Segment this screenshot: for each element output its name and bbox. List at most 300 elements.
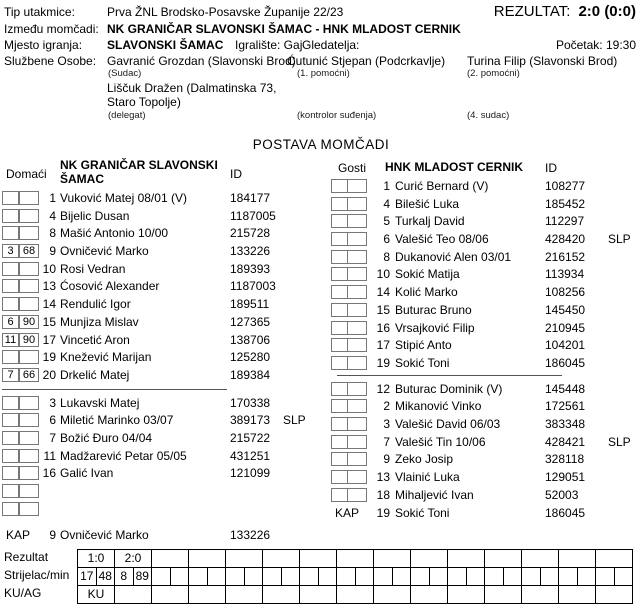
- player-row: [2, 366, 324, 384]
- ku-ag-cell: [448, 586, 485, 604]
- shirt-number: 4: [383, 196, 390, 211]
- home-roster-divider: [2, 389, 227, 390]
- venue-label: Mjesto igranja:: [4, 38, 83, 52]
- player-name: Ovničević Marko: [60, 528, 149, 543]
- player-name: Miletić Marinko 03/07: [60, 413, 174, 428]
- officials-label: Službene Osobe:: [4, 54, 97, 68]
- sub-in-number-box: [331, 179, 348, 193]
- scorer-minute-cell: [226, 568, 245, 586]
- player-row: [2, 224, 324, 242]
- player-name: Ovničević Marko: [60, 244, 149, 259]
- scorer-minute-cell: [263, 568, 282, 586]
- player-id: 185452: [545, 196, 586, 211]
- captain-label: KAP: [6, 528, 31, 543]
- away-id-column-label: ID: [545, 161, 557, 175]
- fourth-official-role: (4. sudac): [467, 110, 510, 121]
- result-value: 2:0 (0:0): [578, 3, 636, 20]
- slp-flag: SLP: [608, 232, 631, 247]
- shirt-number: 6: [383, 232, 390, 247]
- result-cell: [337, 550, 374, 568]
- result-cell: [411, 550, 448, 568]
- player-name: Valešić David 06/03: [395, 416, 501, 431]
- player-row: [331, 195, 642, 213]
- kickoff-time: Početak: 19:30: [555, 38, 636, 52]
- sub-in-number-box: [2, 396, 19, 410]
- home-team-name: NK GRANIČAR SLAVONSKI ŠAMAC: [60, 158, 218, 186]
- sub-in-number-box: [331, 417, 348, 431]
- scorer-minute-cell: 8: [115, 568, 134, 586]
- player-row: [2, 394, 324, 412]
- player-row: [2, 295, 324, 313]
- player-name: Mihaljević Ivan: [395, 487, 474, 502]
- player-id: 104201: [545, 338, 586, 353]
- player-row: [331, 283, 642, 301]
- shirt-number: 20: [42, 367, 56, 382]
- lineups-section-title: POSTAVA MOMČADI: [252, 137, 390, 152]
- shirt-number: 13: [376, 470, 390, 484]
- player-name: Madžarević Petar 05/05: [60, 448, 187, 463]
- scorer-minute-cell: [337, 568, 356, 586]
- shirt-number: 8: [49, 226, 56, 241]
- sub-in-number-box: [331, 382, 348, 396]
- shirt-number: 14: [42, 297, 56, 312]
- home-starters-list: [2, 189, 324, 384]
- result-cell: [522, 550, 559, 568]
- sub-minute-box: [347, 399, 367, 413]
- player-name: Bijelic Dusan: [60, 208, 130, 223]
- player-id: 186045: [545, 506, 586, 521]
- sub-in-number-box: 3: [2, 244, 19, 258]
- player-name: Božić Đuro 04/04: [60, 430, 153, 445]
- shirt-number: 10: [42, 261, 56, 276]
- player-id: 428421: [545, 434, 586, 449]
- ku-ag-cell: [596, 586, 633, 604]
- player-id: 125280: [230, 350, 271, 365]
- sub-minute-box: [347, 435, 367, 449]
- result-block: [494, 3, 636, 21]
- referee-role: (Sudac): [108, 68, 142, 79]
- shirt-number: 19: [42, 350, 56, 365]
- player-row: [331, 380, 642, 398]
- sub-minute-box: [19, 484, 39, 498]
- ku-ag-cell: [374, 586, 411, 604]
- referee-name: Gavranić Grozdan (Slavonski Brod): [107, 54, 296, 68]
- captain-row: [2, 526, 324, 544]
- shirt-number: 9: [49, 244, 56, 259]
- scorer-row: [78, 568, 633, 586]
- scorer-minute-cell: [485, 568, 504, 586]
- shirt-number: 1: [49, 191, 56, 205]
- ku-ag-cell: [485, 586, 522, 604]
- result-cell: [485, 550, 522, 568]
- player-id: 189384: [230, 367, 271, 382]
- sub-in-number-box: [331, 399, 348, 413]
- scorer-minute-cell: [300, 568, 319, 586]
- player-name: Buturac Dominik (V): [395, 381, 503, 396]
- scorer-minute-cell: [429, 568, 448, 586]
- player-id: 210945: [545, 320, 586, 335]
- shirt-number: 15: [42, 314, 56, 329]
- player-name: Bilešić Luka: [395, 196, 460, 211]
- player-id: 383348: [545, 416, 586, 431]
- scorer-minute-cell: [559, 568, 578, 586]
- player-id: 1187005: [230, 208, 276, 223]
- home-id-column-label: ID: [230, 167, 242, 181]
- scorer-minute-cell: [411, 568, 430, 586]
- shirt-number: 9: [383, 452, 390, 467]
- player-id: 113934: [545, 267, 585, 282]
- ku-ag-row-label: KU/AG: [4, 586, 42, 600]
- player-name: Mašić Antonio 10/00: [60, 226, 169, 241]
- away-subs-list: [331, 380, 642, 504]
- player-name: Valešić Tin 10/06: [395, 434, 486, 449]
- player-id: 328118: [545, 452, 585, 467]
- ku-ag-cell: [411, 586, 448, 604]
- sub-minute-box: [347, 250, 367, 264]
- ku-ag-row: [78, 586, 633, 604]
- player-id: 121099: [230, 466, 271, 481]
- sub-in-number-box: [2, 466, 19, 480]
- shirt-number: 4: [49, 208, 56, 223]
- sub-in-number-box: [2, 297, 19, 311]
- sub-minute-box: [19, 502, 39, 516]
- shirt-number: 17: [376, 338, 390, 353]
- teams-label: Između momčadi:: [4, 22, 99, 36]
- sub-in-number-box: [331, 285, 348, 299]
- player-name: Ćosović Alexander: [60, 279, 160, 294]
- player-row: [2, 447, 324, 465]
- scorer-minute-cell: [244, 568, 263, 586]
- sub-in-number-box: [2, 484, 19, 498]
- ku-ag-cell: [263, 586, 300, 604]
- sub-minute-box: [347, 267, 367, 281]
- sub-in-number-box: [2, 226, 19, 240]
- scorer-minute-cell: [318, 568, 337, 586]
- player-row: [331, 397, 642, 415]
- player-row: [2, 482, 324, 500]
- player-id: 112297: [545, 214, 585, 229]
- sub-in-number-box: [2, 350, 19, 364]
- away-captain-row: [331, 504, 642, 522]
- slp-flag: SLP: [608, 434, 631, 449]
- sub-in-number-box: [2, 209, 19, 223]
- result-cell: [374, 550, 411, 568]
- player-name: Vrsajković Filip: [395, 320, 475, 335]
- scorer-minute-cell: [281, 568, 300, 586]
- player-name: Zeko Josip: [395, 452, 454, 467]
- sub-in-number-box: 11: [2, 333, 19, 347]
- player-row: [331, 265, 642, 283]
- player-row: [331, 230, 642, 248]
- player-row: [331, 301, 642, 319]
- sub-minute-box: [347, 321, 367, 335]
- scorer-minute-cell: [170, 568, 189, 586]
- player-id: 108256: [545, 285, 586, 300]
- sub-in-number-box: [331, 197, 348, 211]
- player-name: Vincetić Aron: [60, 332, 130, 347]
- sub-minute-box: 66: [19, 368, 39, 382]
- player-row: [331, 415, 642, 433]
- sub-in-number-box: [2, 279, 19, 293]
- player-name: Lukavski Matej: [60, 395, 140, 410]
- scorer-minute-cell: [392, 568, 411, 586]
- player-name: Kolić Marko: [395, 285, 458, 300]
- result-cell: [448, 550, 485, 568]
- scorer-minute-cell: [189, 568, 208, 586]
- teams-value: NK GRANIČAR SLAVONSKI ŠAMAC - HNK MLADOST CERNIK: [107, 22, 461, 36]
- away-side-label: Gosti: [338, 161, 367, 175]
- scorer-minute-cell: [540, 568, 559, 586]
- sub-minute-box: [347, 232, 367, 246]
- result-cell: [226, 550, 263, 568]
- assistant1-name: Ćutunić Stjepan (Podcrkavlje): [287, 54, 446, 68]
- sub-in-number-box: [331, 303, 348, 317]
- shirt-number: 16: [376, 320, 390, 335]
- player-row: [331, 177, 642, 195]
- shirt-number: 12: [376, 381, 390, 396]
- shirt-number: 18: [376, 487, 390, 502]
- player-name: Mikanović Vinko: [395, 399, 482, 414]
- shirt-number: 7: [383, 434, 390, 449]
- sub-in-number-box: [331, 435, 348, 449]
- shirt-number: 5: [383, 214, 390, 229]
- player-row: [2, 207, 324, 225]
- sub-minute-box: [347, 179, 367, 193]
- sub-in-number-box: [331, 232, 348, 246]
- player-row: [331, 450, 642, 468]
- sub-in-number-box: 7: [2, 368, 19, 382]
- sub-in-number-box: [2, 502, 19, 516]
- away-roster-divider: [337, 375, 562, 376]
- spectators-label: Gledatelja:: [302, 38, 360, 52]
- ku-ag-cell: [152, 586, 189, 604]
- scorer-minute-cell: [503, 568, 522, 586]
- sub-minute-box: [347, 470, 367, 484]
- scorer-minute-cell: [448, 568, 467, 586]
- player-id: 184177: [230, 191, 271, 205]
- player-row: [331, 248, 642, 266]
- away-team-roster: [331, 158, 642, 522]
- scorer-minute-cell: [207, 568, 226, 586]
- player-row: [2, 429, 324, 447]
- sub-minute-box: [347, 452, 367, 466]
- shirt-number: 13: [42, 279, 56, 294]
- player-name: Vuković Matej 08/01 (V): [60, 191, 187, 205]
- sub-minute-box: [347, 303, 367, 317]
- player-id: 145450: [545, 302, 586, 317]
- ku-ag-cell: [522, 586, 559, 604]
- shirt-number: 15: [376, 302, 390, 317]
- sub-in-number-box: [2, 449, 19, 463]
- shirt-number: 8: [383, 249, 390, 264]
- home-side-label: Domaći: [6, 167, 47, 181]
- shirt-number: 10: [376, 267, 390, 282]
- sub-in-number-box: [2, 262, 19, 276]
- away-team-name: HNK MLADOST CERNIK: [385, 160, 523, 174]
- captain-label: KAP: [335, 506, 360, 521]
- scorer-minute-cell: [577, 568, 596, 586]
- player-name: Dukanović Alen 03/01: [395, 249, 512, 264]
- player-name: Curić Bernard (V): [395, 179, 489, 193]
- home-team-roster: [2, 158, 324, 544]
- sub-minute-box: 68: [19, 244, 39, 258]
- player-id: 428420: [545, 232, 586, 247]
- match-observer-role: (kontrolor suđenja): [297, 110, 377, 121]
- player-name: Sokić Matija: [395, 267, 460, 282]
- sub-in-number-box: [331, 356, 348, 370]
- result-row-label: Rezultat: [4, 550, 49, 564]
- shirt-number: 16: [42, 466, 56, 481]
- player-id: 170338: [230, 395, 271, 410]
- shirt-number: 2: [383, 399, 390, 414]
- scorer-minute-cell: 48: [96, 568, 115, 586]
- player-id: 215728: [230, 226, 271, 241]
- match-type-label: Tip utakmice:: [4, 5, 75, 19]
- player-id: 189511: [230, 297, 270, 312]
- home-subs-list: [2, 394, 324, 518]
- ku-ag-cell: [559, 586, 596, 604]
- sub-in-number-box: [331, 321, 348, 335]
- result-cell: [596, 550, 633, 568]
- ku-ag-cell: [226, 586, 263, 604]
- result-cell: [300, 550, 337, 568]
- player-name: Knežević Marijan: [60, 350, 152, 365]
- ku-ag-cell: [300, 586, 337, 604]
- away-starters-list: [331, 177, 642, 372]
- scorer-minute-cell: 89: [133, 568, 152, 586]
- scorer-minute-cell: [596, 568, 615, 586]
- slp-flag: SLP: [283, 413, 306, 428]
- scorer-minute-cell: [466, 568, 485, 586]
- ku-ag-cell: [115, 586, 152, 604]
- player-name: Turkalj David: [395, 214, 465, 229]
- player-row: [331, 212, 642, 230]
- scorer-minute-cell: [522, 568, 541, 586]
- sub-minute-box: 90: [19, 315, 39, 329]
- player-row: [2, 411, 324, 429]
- shirt-number: 19: [376, 506, 390, 521]
- home-roster-header: [2, 158, 324, 189]
- player-name: Sokić Toni: [395, 506, 450, 521]
- sub-in-number-box: [2, 191, 19, 205]
- sub-minute-box: [347, 488, 367, 502]
- venue-value: SLAVONSKI ŠAMAC: [107, 38, 224, 52]
- delegate-role: (delegat): [108, 110, 146, 121]
- player-name: Galić Ivan: [60, 466, 114, 481]
- sub-in-number-box: [331, 338, 348, 352]
- player-row: [2, 260, 324, 278]
- player-row: [2, 189, 324, 207]
- sub-in-number-box: [331, 250, 348, 264]
- sub-in-number-box: [331, 214, 348, 228]
- sub-minute-box: [347, 338, 367, 352]
- player-id: 172561: [545, 399, 586, 414]
- player-row: [331, 468, 642, 486]
- sub-minute-box: [347, 197, 367, 211]
- result-cell: [152, 550, 189, 568]
- player-id: 216152: [545, 249, 586, 264]
- result-cell: 1:0: [78, 550, 115, 568]
- ku-ag-cell: [189, 586, 226, 604]
- sub-minute-box: 90: [19, 333, 39, 347]
- captain-row: [331, 504, 642, 522]
- shirt-number: 11: [43, 448, 56, 463]
- scorer-minute-cell: [614, 568, 633, 586]
- player-row: [331, 336, 642, 354]
- player-id: 186045: [545, 355, 586, 370]
- shirt-number: 7: [49, 430, 56, 445]
- result-cell: 2:0: [115, 550, 152, 568]
- player-id: 52003: [545, 487, 579, 502]
- player-id: 215722: [230, 430, 271, 445]
- player-id: 127365: [230, 314, 271, 329]
- shirt-number: 17: [42, 332, 56, 347]
- delegate-name-line2: Staro Topolje): [107, 95, 181, 109]
- sub-in-number-box: [331, 488, 348, 502]
- player-row: [2, 464, 324, 482]
- player-row: [2, 500, 324, 518]
- shirt-number: 19: [376, 355, 390, 370]
- sub-in-number-box: [2, 413, 19, 427]
- result-cell: [559, 550, 596, 568]
- shirt-number: 3: [383, 416, 390, 431]
- scorer-minute-cell: [374, 568, 393, 586]
- player-row: [331, 433, 642, 451]
- player-row: [331, 319, 642, 337]
- shirt-number: 14: [376, 285, 390, 300]
- ku-ag-cell: KU: [78, 586, 115, 604]
- assistant2-name: Turina Filip (Slavonski Brod): [467, 54, 618, 68]
- player-id: 145448: [545, 381, 586, 396]
- scorer-minute-cell: [152, 568, 171, 586]
- match-type-value: Prva ŽNL Brodsko-Posavske Županije 22/23: [107, 5, 344, 19]
- result-label: REZULTAT:: [493, 3, 571, 20]
- sub-minute-box: [347, 417, 367, 431]
- shirt-number: 1: [383, 179, 390, 193]
- scorer-row-label: Strijelac/min: [4, 568, 70, 582]
- player-row: [331, 354, 642, 372]
- player-row: [2, 242, 324, 260]
- player-id: 129051: [545, 470, 586, 484]
- assistant2-role: (2. pomoćni): [467, 68, 520, 79]
- sub-in-number-box: [331, 267, 348, 281]
- sub-in-number-box: [2, 431, 19, 445]
- player-row: [2, 313, 324, 331]
- sub-minute-box: [347, 356, 367, 370]
- away-roster-header: [331, 158, 642, 177]
- scorer-minute-cell: [355, 568, 374, 586]
- player-row: [2, 348, 324, 366]
- sub-in-number-box: 6: [2, 315, 19, 329]
- home-captain-row: [2, 526, 324, 544]
- player-row: [2, 277, 324, 295]
- player-name: Vlainić Luka: [395, 470, 460, 484]
- player-name: Munjiza Mislav: [60, 314, 139, 329]
- pitch-value: Igralište: Gaj: [235, 38, 303, 52]
- player-row: [2, 331, 324, 349]
- shirt-number: 3: [49, 395, 56, 410]
- player-name: Stipić Anto: [395, 338, 452, 353]
- sub-minute-box: [347, 382, 367, 396]
- player-id: 189393: [230, 261, 271, 276]
- player-name: Drkelić Matej: [60, 367, 130, 382]
- player-id: 431251: [230, 448, 271, 463]
- player-row: [331, 486, 642, 504]
- player-name: Rosi Vedran: [60, 261, 126, 276]
- player-id: 133226: [230, 244, 271, 259]
- result-row: [78, 550, 633, 568]
- player-id: 138706: [230, 332, 271, 347]
